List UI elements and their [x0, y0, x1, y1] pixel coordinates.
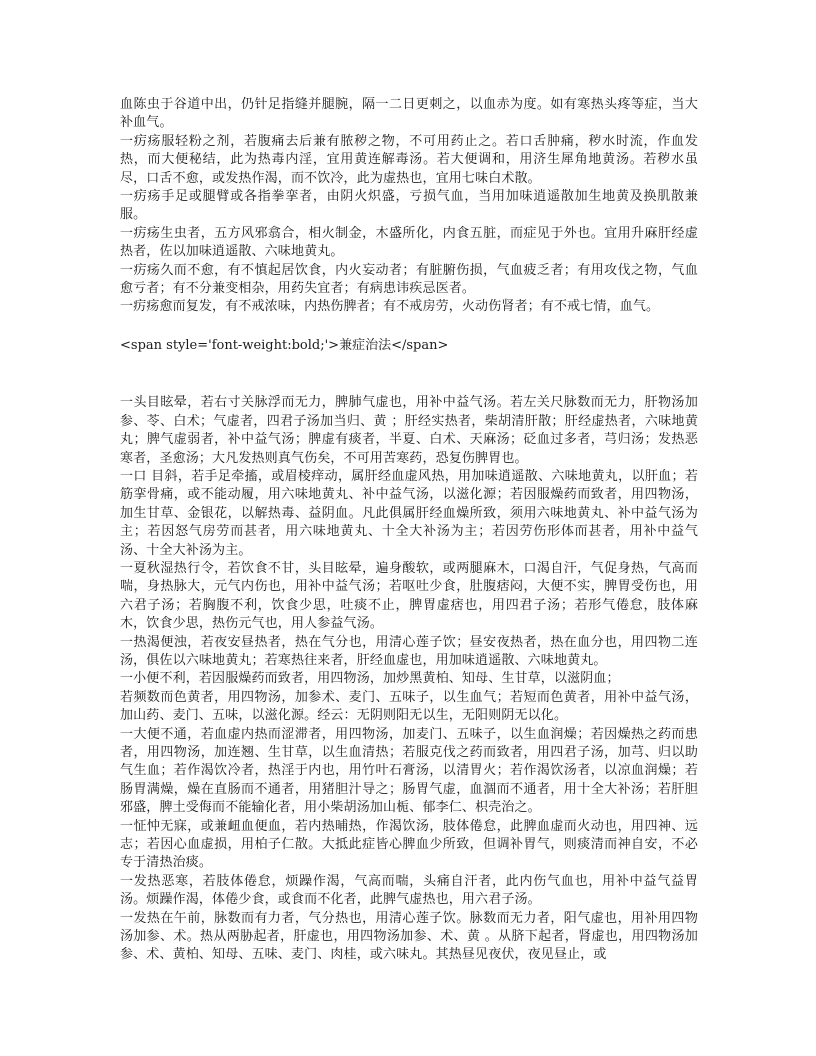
paragraph: 一疠疡手足或腿臂或各指拳挛者，由阴火炽盛，亏损气血，当用加味逍遥散加生地黄及换肌散兼服。 — [120, 189, 698, 223]
document-page — [120, 96, 698, 965]
paragraph: 一发热恶寒，若肢体倦怠，烦躁作渴，气高而喘，头痛自汗者，此内伤气血也，用补中益气益胃汤。烦躁作渴，体倦少食，或食而不化者，此脾气虚热也，用六君子汤。 — [120, 873, 698, 908]
section-body-symptoms — [120, 394, 698, 965]
paragraph: 一夏秋湿热行令，若饮食不甘，头目眩晕，遍身酸软，或两腿麻木，口渴自汗，气促身热，气高而喘，身热脉大，元气内伤也，用补中益气汤；若呕吐少食，肚腹痞闷，大便不实，脾胃受伤也，用六君子汤；若胸腹不利，饮食少思，吐痰不止，脾胃虚痞也，用四君子汤；若形气倦怠，肢体麻木，饮食少思，热伤元气也，用人参益气汤。 — [120, 560, 698, 632]
paragraph: 一疠疡久而不愈，有不慎起居饮食，内火妄动者；有脏腑伤损，气血疲乏者；有用攻伐之物，气血愈亏者；有不分兼变相杂，用药失宜者；有病患讳疾忌医者。 — [120, 262, 698, 297]
paragraph: 一头目眩晕，若右寸关脉浮而无力，脾肺气虚也，用补中益气汤。若左关尺脉数而无力，肝物汤加参、苓、白术；气虚者，四君子汤加当归、黄 ；肝经实热者，柴胡清肝散；肝经虚热者，六味地黄丸；脾气虚弱者，补中益气汤；脾虚有痰者，半夏、白术、天麻汤；砭血过多者，芎归汤；发热恶寒者，圣愈汤；大凡发热则真气伤矣，不可用苦寒药，恐复伤脾胃也。 — [120, 395, 698, 466]
paragraph: 一口 目斜，若手足牵搐，或眉棱痒动，属肝经血虚风热，用加味逍遥散、六味地黄丸，以肝血；若筋挛骨痛，或不能动履，用六味地黄丸、补中益气汤，以滋化源；若因服燥药而致者，用四物汤，加生甘草、金银花，以解热毒、益阴血。凡此俱属肝经血燥所致，须用六味地黄丸、补中益气汤为主；若因怒气房劳而甚者，用六味地黄丸、十全大补汤为主；若因劳伤形体而甚者，用补中益气汤、十全大补汤为主。 — [120, 468, 698, 558]
paragraph: 一小便不利，若因服燥药而致者，用四物汤，加炒黑黄柏、知母、生甘草，以滋阴血； — [120, 671, 620, 687]
paragraph: 一发热在午前，脉数而有力者，气分热也，用清心莲子饮。脉数而无力者，阳气虚也，用补用四物汤加参、术。热从两胁起者，肝虚也，用四物汤加参、术、黄 。从脐下起者，肾虚也，用四物汤加参、术、黄柏、知母、五味、麦门、肉桂，或六味丸。其热昼见夜伏，夜见昼止，或 — [120, 910, 698, 963]
section-heading: <span style='font-weight:bold;'>兼症治法</span> — [120, 337, 449, 353]
paragraph: 血陈虫于谷道中出，仍针足指缝并腿腕，隔一二日更刺之，以血赤为度。如有寒热头疼等症，当大补血气。 — [120, 97, 698, 131]
paragraph: 一疠疡生虫者，五方风邪翕合，相火制金，木盛所化，内食五脏，而症见于外也。宜用升麻肝经虚热者，佐以加味逍遥散、六味地黄丸。 — [120, 225, 698, 260]
paragraph: 若频数而色黄者，用四物汤，加参术、麦门、五味子，以生血气；若短而色黄者，用补中益气汤，加山药、麦门、五味，以滋化源。经云：无阴则阳无以生，无阳则阴无以化。 — [120, 689, 698, 724]
paragraph: 一怔忡无寐，或兼衄血便血，若内热晡热，作渴饮汤，肢体倦怠，此脾血虚而火动也，用四神、远志；若因心血虚损，用柏子仁散。大抵此症皆心脾血少所致，但调补胃气，则痰清而神自安，不必专于清热治痰。 — [120, 818, 698, 871]
paragraph: 一热渴便浊，若夜安昼热者，热在气分也，用清心莲子饮；昼安夜热者，热在血分也，用四物二连汤，俱佐以六味地黄丸；若寒热往来者，肝经血虚也，用加味逍遥散、六味地黄丸。 — [120, 634, 698, 668]
paragraph: 一大便不通，若血虚内热而涩滞者，用四物汤，加麦门、五味子，以生血润燥；若因燥热之药而患者，用四物汤，加连翘、生甘草，以生血清热；若服克伐之药而致者，用四君子汤，加芎、归以助气生血；若作渴饮冷者，热淫于内也，用竹叶石膏汤，以清胃火；若作渴饮汤者，以凉血润燥；若肠胃满燥，燥在直肠而不通者，用猪胆汁导之；肠胃气虚，血涸而不通者，用十全大补汤；若肝胆邪盛，脾土受侮而不能输化者，用小柴胡汤加山栀、郁李仁、枳壳治之。 — [120, 726, 698, 816]
paragraph: 一疠疡服轻粉之剂，若腹痛去后兼有脓秽之物，不可用药止之。若口舌肿痛，秽水时流，作血发热，而大便秘结，此为热毒内淫，宜用黄连解毒汤。若大便调和，用济生犀角地黄汤。若秽水虽尽，口舌不愈，或发热作渴，而不饮冷，此为虚热也，宜用七味白术散。 — [120, 133, 698, 186]
paragraph: 一疠疡愈而复发，有不戒浓味，内热伤脾者；有不戒房劳，火动伤肾者；有不戒七情，血气。 — [120, 299, 660, 315]
section-body-top — [120, 96, 698, 317]
